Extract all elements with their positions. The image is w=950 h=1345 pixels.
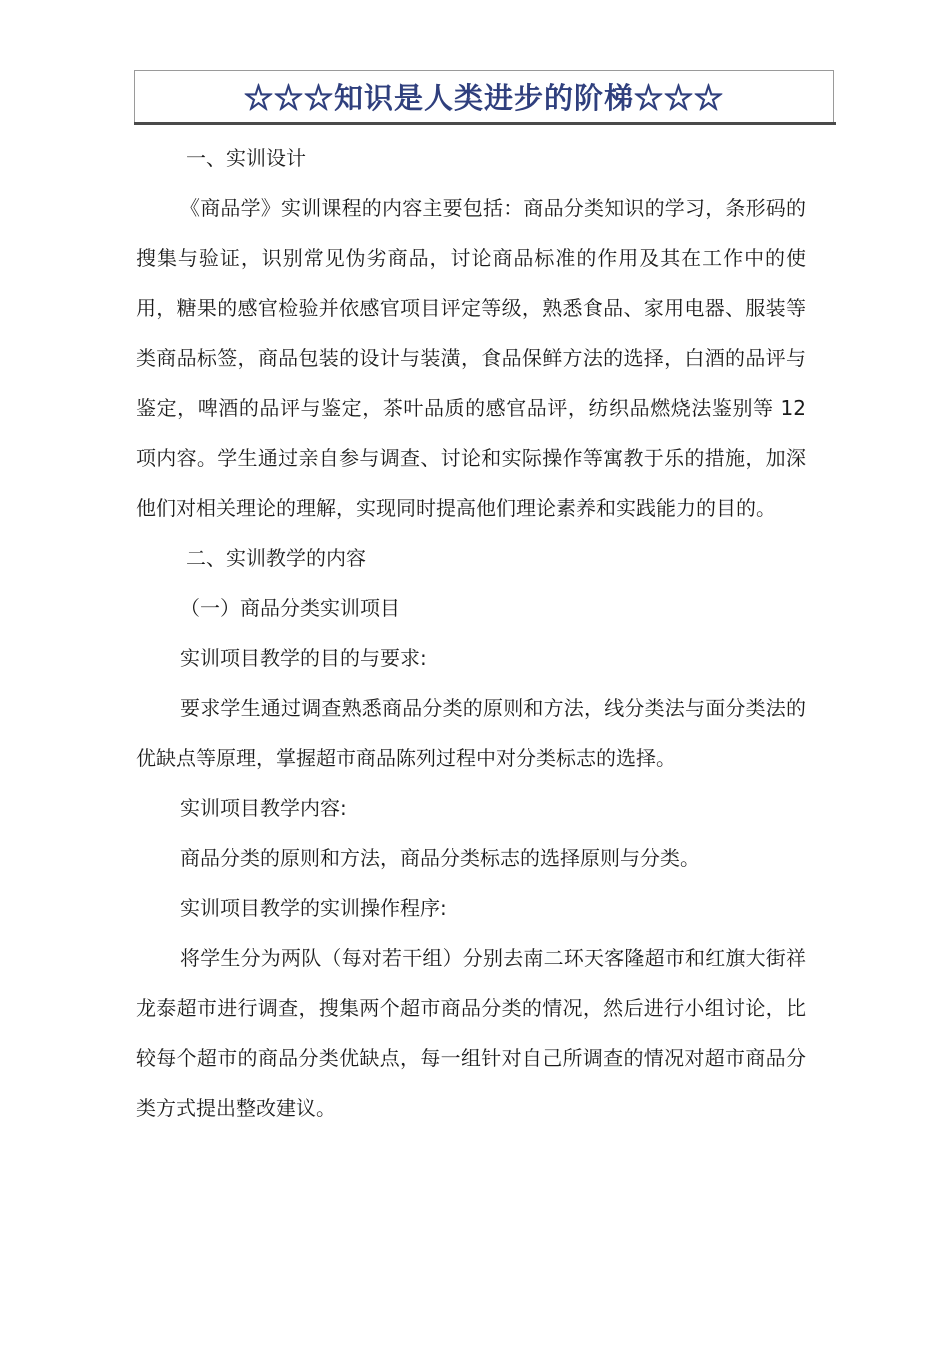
- document-body: [136, 133, 806, 1133]
- paragraph-course-overview: 《商品学》实训课程的内容主要包括：商品分类知识的学习，条形码的搜集与验证，识别常见伪劣商品，讨论商品标准的作用及其在工作中的使用，糖果的感官检验并依感官项目评定等级，熟悉食品、家用电器、服装等类商品标签，商品包装的设计与装潢，食品保鲜方法的选择，白酒的品评与鉴定，啤酒的品评与鉴定，茶叶品质的感官品评，纺织品燃烧法鉴别等 12 项内容。学生通过亲自参与调查、讨论和实际操作等寓教于乐的措施，加深他们对相关理论的理解，实现同时提高他们理论素养和实践能力的目的。: [136, 196, 806, 520]
- section-heading-training-content: 二、实训教学的内容: [186, 546, 366, 570]
- banner-motto: ☆☆☆知识是人类进步的阶梯☆☆☆: [243, 81, 724, 115]
- paragraph-content: 商品分类的原则和方法，商品分类标志的选择原则与分类。: [180, 846, 700, 870]
- subsection-heading-classification: （一）商品分类实训项目: [180, 596, 400, 620]
- banner-underline: [134, 122, 836, 125]
- section-heading-training-design: 一、实训设计: [186, 146, 306, 170]
- label-procedure: 实训项目教学的实训操作程序:: [180, 896, 447, 920]
- header-banner: [134, 70, 834, 122]
- paragraph-procedure: 将学生分为两队（每对若干组）分别去南二环天客隆超市和红旗大街祥龙泰超市进行调查，搜集两个超市商品分类的情况，然后进行小组讨论，比较每个超市的商品分类优缺点，每一组针对自己所调查的情况对超市商品分类方式提出整改建议。: [136, 946, 806, 1120]
- label-goals: 实训项目教学的目的与要求:: [180, 646, 427, 670]
- label-content: 实训项目教学内容:: [180, 796, 347, 820]
- paragraph-goals: 要求学生通过调查熟悉商品分类的原则和方法，线分类法与面分类法的优缺点等原理，掌握超市商品陈列过程中对分类标志的选择。: [136, 696, 806, 770]
